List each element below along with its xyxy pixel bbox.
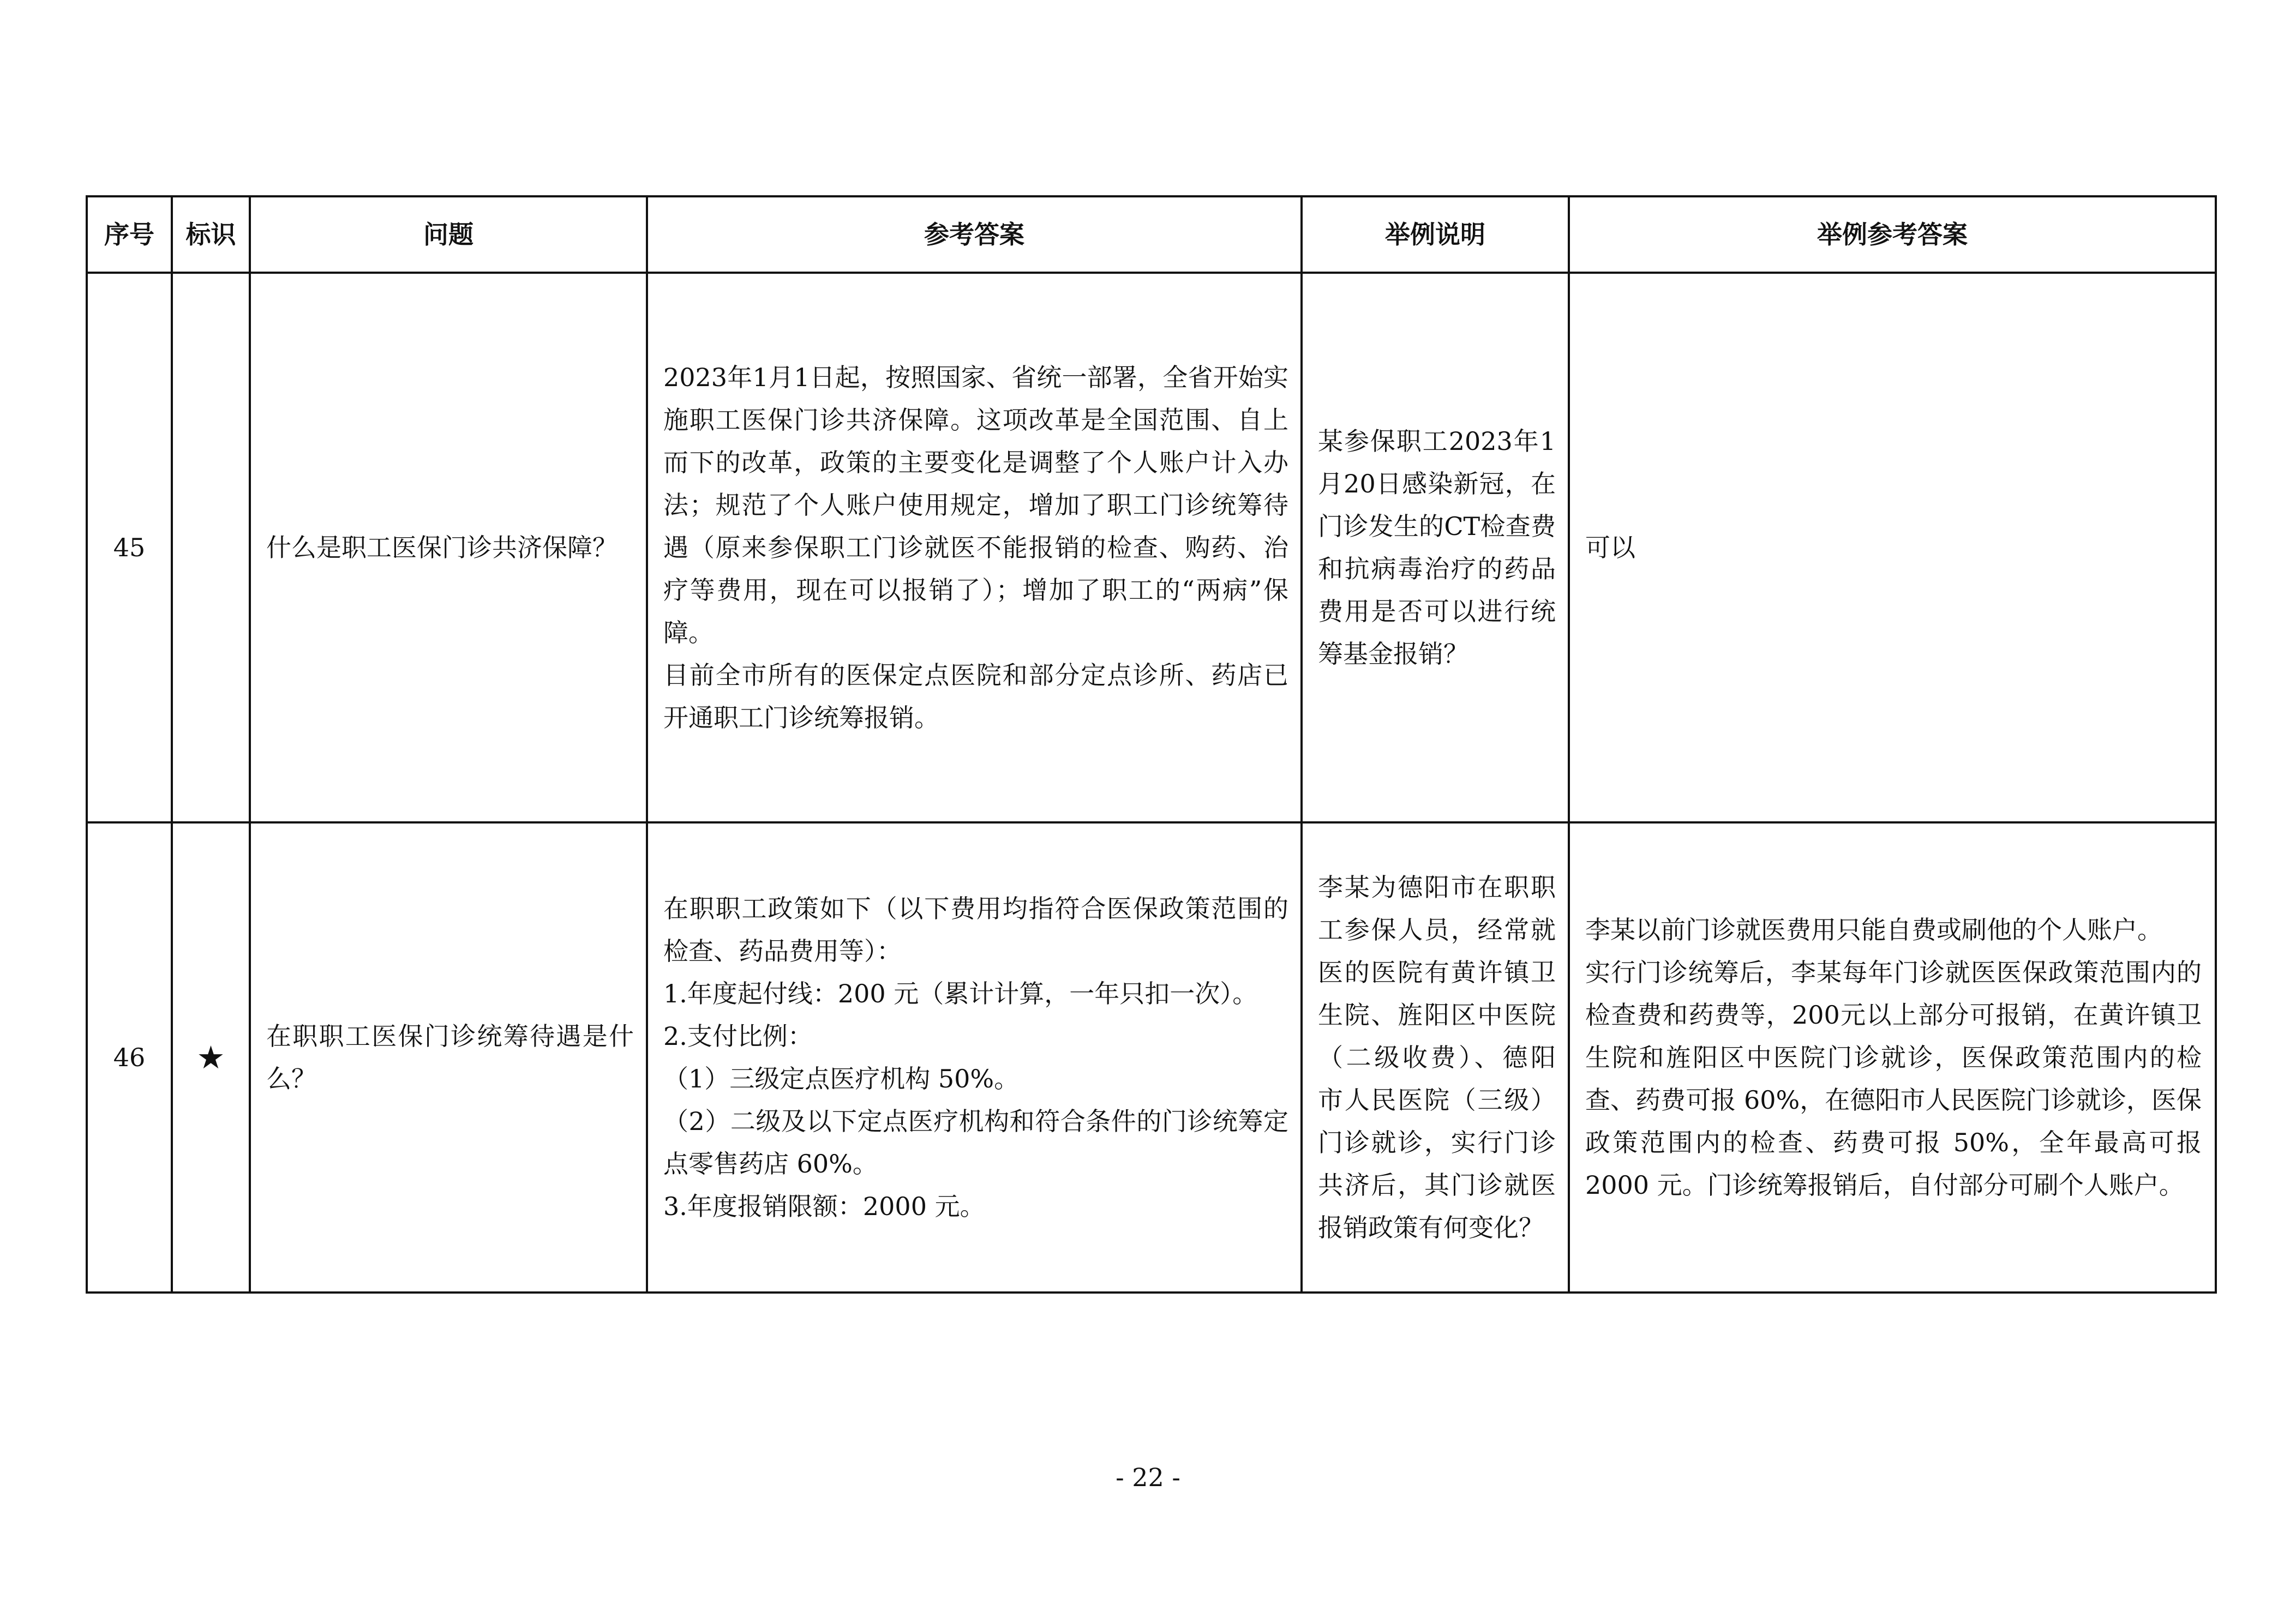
example-answer-paragraph: 实行门诊统筹后，李某每年门诊就医医保政策范围内的检查费和药费等，200元以上部分可报销，在黄许镇卫生院和旌阳区中医院门诊就诊，医保政策范围内的检查、药费可报 60%，在德阳市人民医院门诊就诊，医保政策范围内的检查、药费可报 50%，全年最高可报 2000 元。门诊统筹报销后，自付部分可刷个人账户。	[1585, 958, 2202, 1200]
answer-cell	[647, 273, 1302, 822]
example-cell	[1302, 822, 1569, 1293]
header-example: 举例说明	[1302, 196, 1569, 273]
example-text: 某参保职工2023年1月20日感染新冠，在门诊发生的CT检查费和抗病毒治疗的药品费用是否可以进行统筹基金报销？	[1318, 426, 1556, 669]
answer-cell	[647, 822, 1302, 1293]
answer-paragraph: （2）二级及以下定点医疗机构和符合条件的门诊统筹定点零售药店 60%。	[663, 1107, 1288, 1179]
question-cell	[250, 273, 647, 822]
answer-paragraph: 2.支付比例：	[663, 1021, 813, 1051]
example-answer-paragraph: 李某以前门诊就医费用只能自费或刷他的个人账户。	[1585, 915, 2162, 945]
question-cell	[250, 822, 647, 1293]
answer-paragraph: 3.年度报销限额：2000 元。	[663, 1192, 985, 1221]
star-mark-icon: ★	[172, 822, 250, 1293]
example-cell	[1302, 273, 1569, 822]
header-mark: 标识	[172, 196, 250, 273]
row-number: 45	[87, 273, 172, 822]
row-mark	[172, 273, 250, 822]
header-number: 序号	[87, 196, 172, 273]
table-row	[87, 822, 2216, 1293]
example-answer-paragraph: 可以	[1585, 533, 1635, 562]
answer-paragraph: 目前全市所有的医保定点医院和部分定点诊所、药店已开通职工门诊统筹报销。	[663, 660, 1288, 732]
qa-table	[86, 195, 2217, 1294]
example-answer-cell	[1569, 822, 2216, 1293]
header-answer: 参考答案	[647, 196, 1302, 273]
question-text: 什么是职工医保门诊共济保障？	[266, 533, 618, 562]
example-answer-cell	[1569, 273, 2216, 822]
row-number: 46	[87, 822, 172, 1293]
answer-paragraph: 在职职工政策如下（以下费用均指符合医保政策范围的检查、药品费用等）：	[663, 894, 1288, 966]
question-text: 在职职工医保门诊统筹待遇是什么？	[266, 1021, 634, 1093]
example-text: 李某为德阳市在职职工参保人员，经常就医的医院有黄许镇卫生院、旌阳区中医院（二级收费）、德阳市人民医院（三级）门诊就诊，实行门诊共济后，其门诊就医报销政策有何变化？	[1318, 873, 1556, 1242]
answer-paragraph: 1.年度起付线：200 元（累计计算，一年只扣一次）。	[663, 979, 1258, 1008]
header-question: 问题	[250, 196, 647, 273]
table-row	[87, 273, 2216, 822]
answer-paragraph: 2023年1月1日起，按照国家、省统一部署，全省开始实施职工医保门诊共济保障。这项改革是全国范围、自上而下的改革，政策的主要变化是调整了个人账户计入办法；规范了个人账户使用规定，增加了职工门诊统筹待遇（原来参保职工门诊就医不能报销的检查、购药、治疗等费用，现在可以报销了）；增加了职工的“两病”保障。	[663, 363, 1288, 647]
header-example-answer: 举例参考答案	[1569, 196, 2216, 273]
page-number: - 22 -	[1116, 1463, 1180, 1492]
answer-paragraph: （1）三级定点医疗机构 50%。	[663, 1064, 1020, 1093]
table-header-row	[87, 196, 2216, 273]
